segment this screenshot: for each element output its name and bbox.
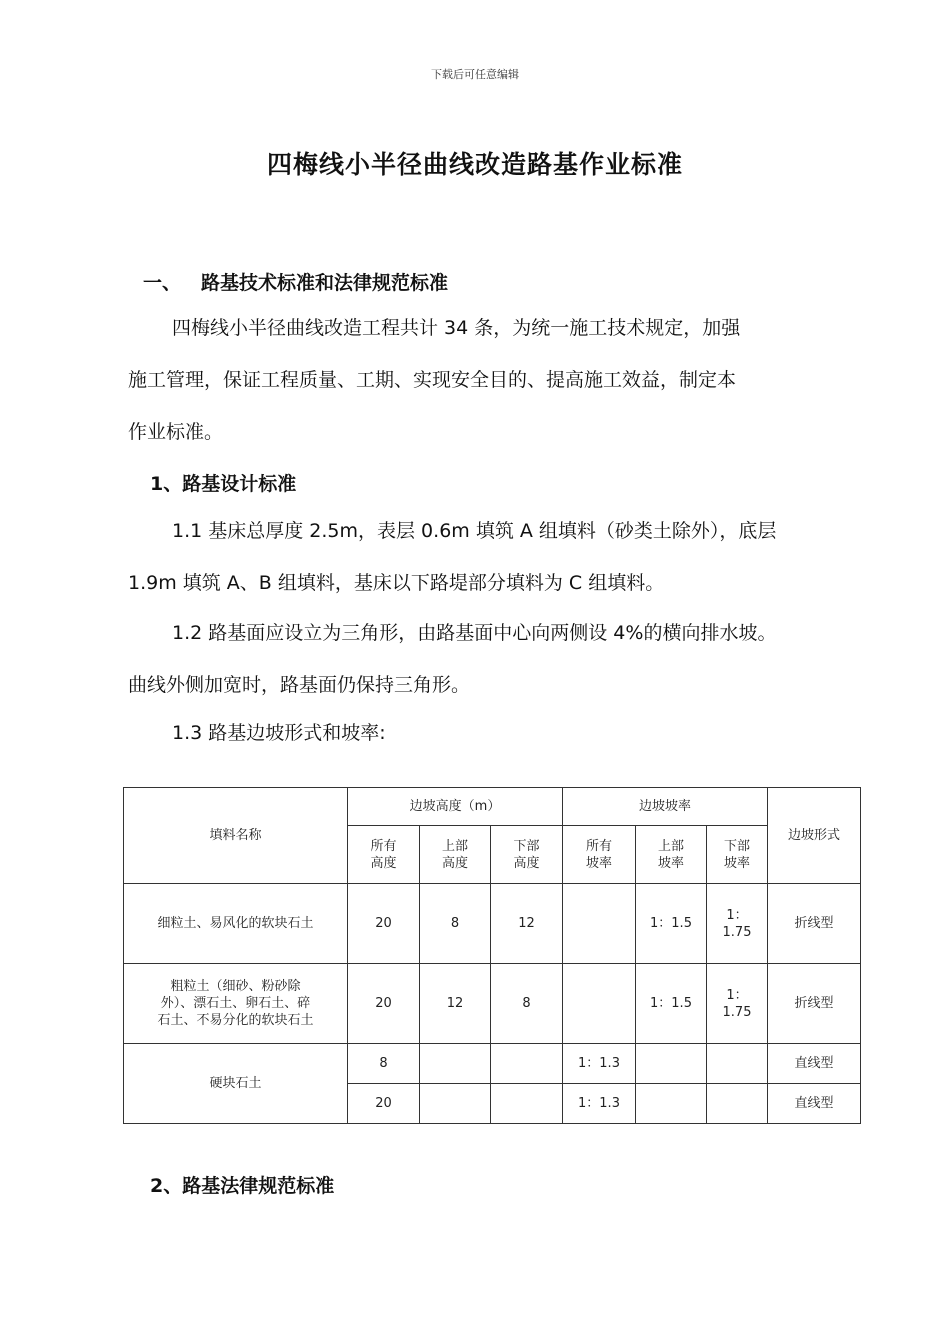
subsection-1-heading: 1、路基设计标准 — [150, 473, 297, 495]
col-header-material: 填料名称 — [124, 788, 348, 884]
material-name: 细粒土、易风化的软块石土 — [124, 884, 348, 964]
slope-spec-table — [123, 787, 861, 1124]
section-1-heading — [143, 268, 448, 295]
col-header-lower-slope: 下部 坡率 — [707, 826, 768, 884]
total-height: 8 — [348, 1044, 420, 1084]
section-1-intro — [128, 302, 868, 458]
col-header-slope-form: 边坡形式 — [768, 788, 861, 884]
upper-height: 8 — [420, 884, 491, 964]
upper-height: 12 — [420, 964, 491, 1044]
lower-slope: 1： 1.75 — [707, 884, 768, 964]
intro-line-1-text: 四梅线小半径曲线改造工程共计 34 条，为统一施工技术规定，加强 — [172, 317, 741, 339]
table-row — [124, 884, 861, 964]
table-header-row-1 — [124, 788, 861, 826]
total-slope: 1：1.3 — [563, 1044, 636, 1084]
section-1-number: 一、 — [143, 272, 182, 294]
lower-height — [491, 1044, 563, 1084]
material-name: 粗粒土（细砂、粉砂除 外）、漂石土、卵石土、碎 石土、不易分化的软块石土 — [124, 964, 348, 1044]
paragraph-1-2 — [128, 607, 868, 711]
lower-height: 8 — [491, 964, 563, 1044]
subsection-2-heading: 2、路基法律规范标准 — [150, 1175, 335, 1197]
lower-slope: 1： 1.75 — [707, 964, 768, 1044]
slope-form: 折线型 — [768, 884, 861, 964]
col-header-total-slope: 所有 坡率 — [563, 826, 636, 884]
upper-height — [420, 1084, 491, 1124]
lower-height: 12 — [491, 884, 563, 964]
p12-line-1-text: 1.2 路基面应设立为三角形，由路基面中心向两侧设 4%的横向排水坡。 — [172, 622, 777, 644]
paragraph-1-1 — [128, 505, 868, 609]
material-name: 硬块石土 — [124, 1044, 348, 1124]
p11-line-2: 1.9m 填筑 A、B 组填料，基床以下路堤部分填料为 C 组填料。 — [128, 572, 665, 594]
upper-slope: 1：1.5 — [636, 964, 707, 1044]
paragraph-1-3 — [128, 707, 868, 759]
intro-line-2: 施工管理，保证工程质量、工期、实现安全目的、提高施工效益，制定本 — [128, 369, 737, 391]
upper-slope — [636, 1044, 707, 1084]
p12-line-1 — [128, 607, 868, 659]
lower-slope — [707, 1084, 768, 1124]
total-slope — [563, 964, 636, 1044]
intro-line-3: 作业标准。 — [128, 421, 224, 443]
total-height: 20 — [348, 964, 420, 1044]
p11-line-1-text: 1.1 基床总厚度 2.5m，表层 0.6m 填筑 A 组填料（砂类土除外），底层 — [172, 520, 777, 542]
table-row — [124, 964, 861, 1044]
p11-line-1 — [128, 505, 868, 557]
upper-slope — [636, 1084, 707, 1124]
lower-slope — [707, 1044, 768, 1084]
p13-text: 1.3 路基边坡形式和坡率: — [172, 722, 386, 744]
total-slope — [563, 884, 636, 964]
p12-line-2: 曲线外侧加宽时，路基面仍保持三角形。 — [128, 674, 471, 696]
upper-height — [420, 1044, 491, 1084]
col-header-upper-height: 上部 高度 — [420, 826, 491, 884]
col-group-slope-height: 边坡高度（m） — [348, 788, 563, 826]
col-header-upper-slope: 上部 坡率 — [636, 826, 707, 884]
slope-form: 折线型 — [768, 964, 861, 1044]
upper-slope: 1：1.5 — [636, 884, 707, 964]
total-slope: 1：1.3 — [563, 1084, 636, 1124]
document-title: 四梅线小半径曲线改造路基作业标准 — [266, 150, 683, 179]
slope-form: 直线型 — [768, 1044, 861, 1084]
col-header-lower-height: 下部 高度 — [491, 826, 563, 884]
slope-form: 直线型 — [768, 1084, 861, 1124]
intro-line-1 — [128, 302, 868, 354]
section-1-title: 路基技术标准和法律规范标准 — [201, 272, 449, 294]
col-header-total-height: 所有 高度 — [348, 826, 420, 884]
total-height: 20 — [348, 1084, 420, 1124]
header-note: 下载后可任意编辑 — [431, 68, 519, 81]
lower-height — [491, 1084, 563, 1124]
col-group-slope-ratio: 边坡坡率 — [563, 788, 768, 826]
table-row — [124, 1044, 861, 1084]
total-height: 20 — [348, 884, 420, 964]
